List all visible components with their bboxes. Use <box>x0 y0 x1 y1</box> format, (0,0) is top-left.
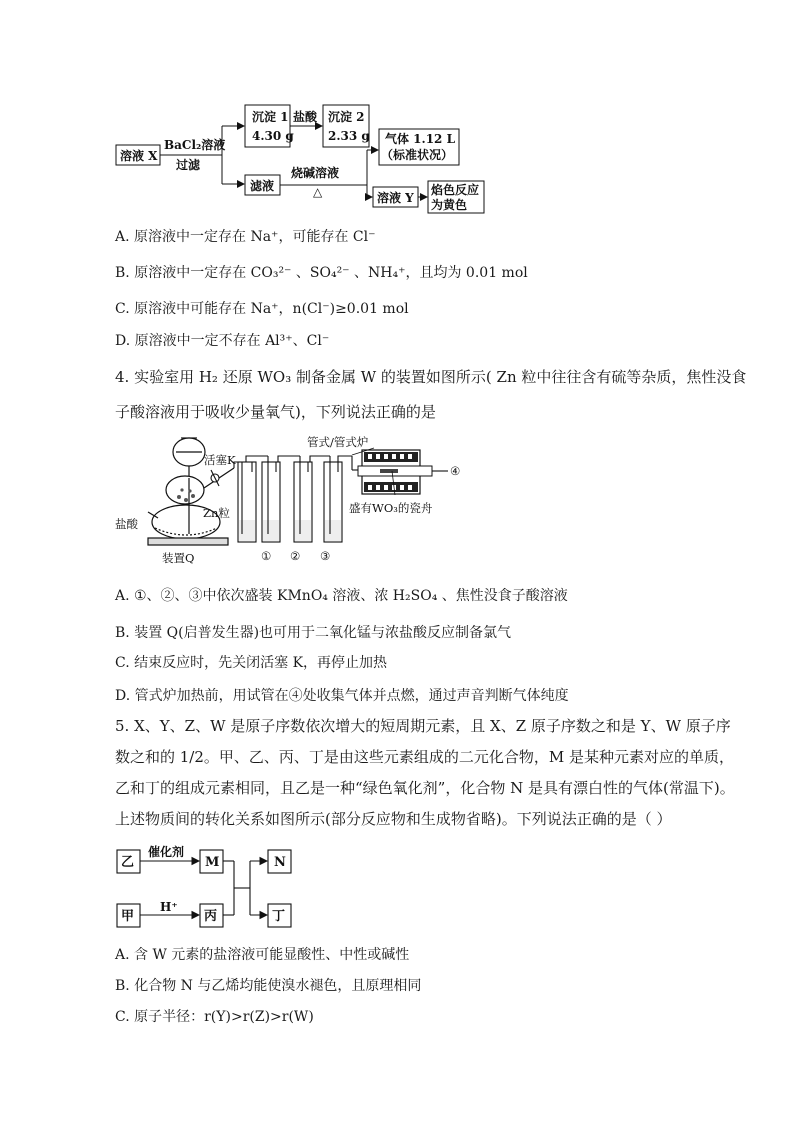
filter-label: 过滤 <box>176 158 201 172</box>
q4-option-b: B. 装置 Q(启普发生器)也可用于二氧化锰与浓盐酸反应制备氯气 <box>115 625 512 641</box>
solution-y-label: 溶液 Y <box>377 191 414 205</box>
q3-option-d: D. 原溶液中一定不存在 Al³⁺、Cl⁻ <box>115 333 330 349</box>
q5-option-c: C. 原子半径：r(Y)>r(Z)>r(W) <box>115 1009 314 1025</box>
bottle-3-number: ③ <box>320 549 331 563</box>
bottle-2-number: ② <box>290 549 301 563</box>
q4-option-c: C. 结束反应时，先关闭活塞 K，再停止加热 <box>115 655 388 671</box>
q4-option-a: A. ①、②、③中依次盛装 KMnO₄ 溶液、浓 H₂SO₄ 、焦性没食子酸溶液 <box>115 588 568 604</box>
yi-label: 乙 <box>121 855 135 870</box>
heat-symbol: △ <box>313 185 323 199</box>
jia-label: 甲 <box>121 909 135 924</box>
bottle-1-number: ① <box>261 549 272 563</box>
m-label: M <box>205 855 220 870</box>
hcl-label: 盐酸 <box>115 517 138 531</box>
stopcock-label: 活塞K <box>204 453 236 467</box>
precipitate-1-label: 沉淀 1 <box>252 110 289 124</box>
q5-option-b: B. 化合物 N 与乙烯均能使溴水褪色，且原理相同 <box>115 978 422 994</box>
precipitate-1-mass: 4.30 g <box>252 129 294 143</box>
naoh-label: 烧碱溶液 <box>291 166 340 180</box>
porcelain-boat-label: 盛有WO₃的瓷舟 <box>349 501 433 515</box>
hcl-label: 盐酸 <box>293 110 318 124</box>
bing-label: 丙 <box>204 909 218 924</box>
precipitate-2-mass: 2.33 g <box>328 129 370 143</box>
ding-label: 丁 <box>272 909 286 924</box>
flame-test-line1: 焰色反应 <box>431 183 480 197</box>
q4-option-d: D. 管式炉加热前，用试管在④处收集气体并点燃，通过声音判断气体纯度 <box>115 688 569 704</box>
q3-option-c: C. 原溶液中可能存在 Na⁺，n(Cl⁻)≥0.01 mol <box>115 301 409 317</box>
q3-option-a: A. 原溶液中一定存在 Na⁺，可能存在 Cl⁻ <box>115 229 376 245</box>
q5-option-a: A. 含 W 元素的盐溶液可能显酸性、中性或碱性 <box>115 947 410 963</box>
zn-label: Zn粒 <box>203 506 230 520</box>
q5-stem-line1: 5. X、Y、Z、W 是原子序数依次增大的短周期元素，且 X、Z 原子序数之和是 Y、W 原子序 <box>115 717 731 735</box>
outlet-4-number: ④ <box>450 464 461 478</box>
tube-furnace-label: 管式/管式炉 <box>307 435 369 449</box>
gas-condition: （标准状况） <box>381 148 454 162</box>
q4-stem-line1: 4. 实验室用 H₂ 还原 WO₃ 制备金属 W 的装置如图所示( Zn 粒中往往含有硫等杂质，焦性没食 <box>115 368 747 386</box>
q4-stem-line2: 子酸溶液用于吸收少量氧气)，下列说法正确的是 <box>115 403 436 421</box>
gas-label: 气体 1.12 L <box>385 132 456 146</box>
q5-stem-line3: 乙和丁的组成元素相同，且乙是一种“绿色氧化剂”，化合物 N 是具有漂白性的气体(常温下)。 <box>115 779 735 797</box>
device-q-label: 装置Q <box>162 551 195 565</box>
filtrate-label: 滤液 <box>250 179 275 193</box>
precipitate-2-label: 沉淀 2 <box>328 110 365 124</box>
h-plus-label: H⁺ <box>160 900 178 914</box>
catalyst-label: 催化剂 <box>148 845 185 859</box>
bacl2-label: BaCl₂溶液 <box>164 138 226 152</box>
flame-test-line2: 为黄色 <box>431 198 468 212</box>
n-label: N <box>274 855 286 870</box>
q3-option-b: B. 原溶液中一定存在 CO₃²⁻ 、SO₄²⁻ 、NH₄⁺，且均为 0.01 mol <box>115 265 528 281</box>
solution-x-label: 溶液 X <box>120 149 158 163</box>
q5-stem-line4: 上述物质间的转化关系如图所示(部分反应物和生成物省略)。下列说法正确的是（ ） <box>115 810 672 828</box>
q5-stem-line2: 数之和的 1/2。甲、乙、丙、丁是由这些元素组成的二元化合物，M 是某种元素对应的单质， <box>115 748 735 766</box>
